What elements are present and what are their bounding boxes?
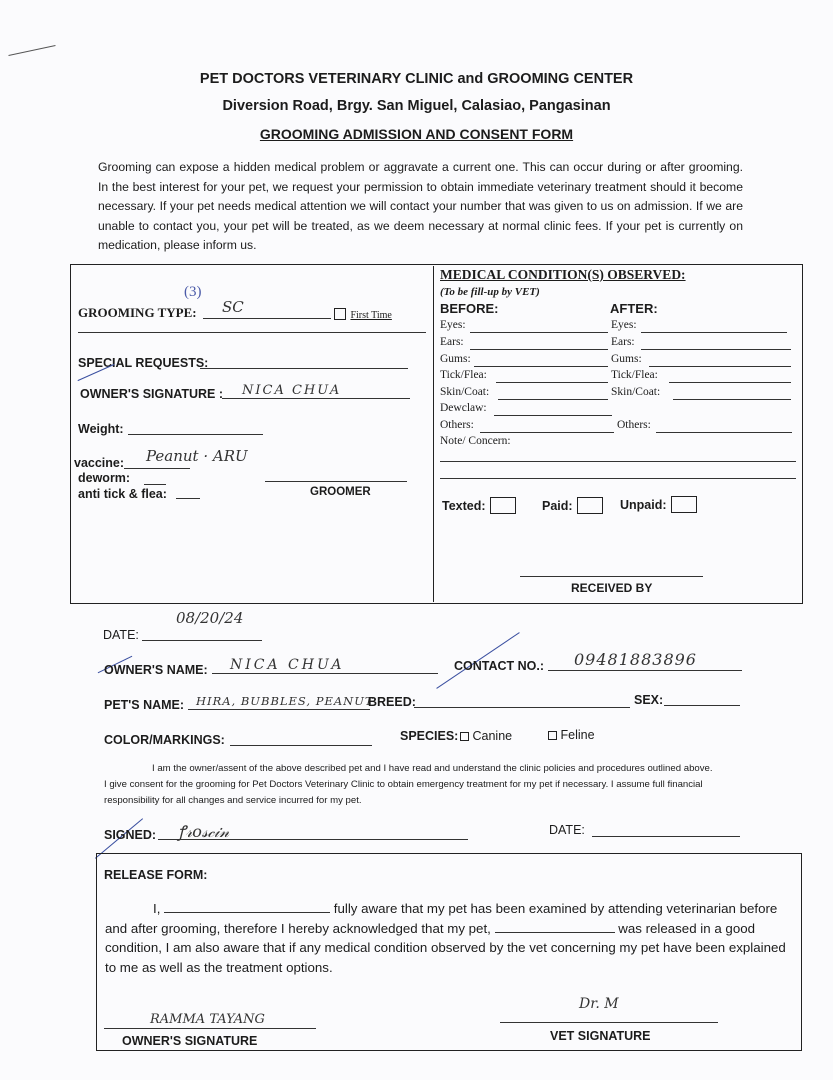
consent-date-label: DATE:: [549, 823, 585, 837]
intro-paragraph: Grooming can expose a hidden medical problem or aggravate a current one. This can occur during or after grooming. In the best interest for your pet, we request your permission to obtain immediate veterinary treatment should it become necessary. If your pet needs medical attention we will contact your number that was given to us on admission. If we are unable to contact you, your pet will be treated, as we deem necessary at normal clinic fees. If your pet is currently on medication, please inform us.: [98, 160, 743, 253]
clinic-name: PET DOCTORS VETERINARY CLINIC and GROOMING CENTER: [199, 71, 634, 87]
vet-signature-value[interactable]: Dr. M: [579, 996, 619, 1012]
after-ears-label: Ears:: [611, 336, 635, 348]
unpaid-checkbox[interactable]: [671, 496, 697, 513]
deworm-line: [144, 484, 166, 485]
after-skin-label: Skin/Coat:: [611, 386, 661, 398]
sex-line: [664, 705, 740, 706]
before-dewclaw-label: Dewclaw:: [440, 402, 487, 414]
groomer-label: GROOMER: [310, 486, 371, 498]
after-eyes-line: [641, 332, 787, 333]
after-ears: [611, 336, 635, 348]
column-divider: [433, 266, 434, 602]
color-line: [230, 745, 372, 746]
note-line-1: [440, 461, 796, 462]
medical-title: MEDICAL CONDITION(S) OBSERVED:: [440, 267, 686, 282]
medical-subtitle: (To be fill-up by VET): [440, 286, 540, 298]
release-pet-blank[interactable]: [495, 932, 615, 933]
pet-name-line: [188, 709, 370, 710]
contact-value[interactable]: 09481883896: [574, 650, 697, 669]
owner-name-label: OWNER'S NAME:: [104, 663, 208, 677]
before-others-label: Others:: [440, 419, 474, 431]
pet-name-label: PET'S NAME:: [104, 698, 185, 712]
species-label: SPECIES:: [400, 729, 459, 743]
consent-date-line: [592, 836, 740, 837]
after-skin-line: [673, 399, 791, 400]
after-others-label: Others:: [617, 419, 651, 431]
received-by-line: [520, 576, 703, 577]
grooming-type-note: (3): [184, 284, 202, 300]
paid-label: Paid:: [542, 499, 573, 513]
texted-label: Texted:: [442, 499, 486, 513]
clinic-address: Diversion Road, Brgy. San Miguel, Calasiao, Pangasinan: [222, 98, 611, 114]
before-gums-line: [474, 366, 608, 367]
before-ears-line: [470, 349, 608, 350]
release-part-b: was released in a good condition, I am also aware that if any medical condition observed by the vet concerning my pet have been explained to me as well as the treatment options.: [105, 920, 786, 975]
after-tick-label: Tick/Flea:: [611, 369, 658, 381]
owner-signature-value[interactable]: NICA CHUA: [242, 383, 342, 398]
after-gums-label: Gums:: [611, 353, 642, 365]
owner-signature-label: OWNER'S SIGNATURE :: [80, 387, 224, 401]
before-skin: [440, 386, 489, 398]
before-ears-label: Ears:: [440, 336, 464, 348]
before-tick-label: Tick/Flea:: [440, 369, 487, 381]
grooming-type-value[interactable]: SC: [222, 298, 244, 316]
before-others: [440, 419, 474, 431]
contact-line: [548, 670, 742, 671]
first-time-label: First Time: [350, 310, 392, 321]
before-eyes-line: [470, 332, 608, 333]
before-skin-line: [498, 399, 608, 400]
before-skin-label: Skin/Coat:: [440, 386, 490, 398]
before-heading: BEFORE:: [440, 301, 499, 316]
before-gums: [440, 353, 471, 365]
received-by-label: RECEIVED BY: [571, 581, 653, 595]
before-others-line: [480, 432, 614, 433]
after-ears-line: [641, 349, 791, 350]
note-line-2: [440, 478, 796, 479]
after-heading: AFTER:: [610, 301, 658, 316]
release-part-a: fully aware that my pet has been examined by attending veterinarian before and after grooming, therefore I hereby acknowledged that my pet,: [105, 901, 778, 936]
after-eyes-label: Eyes:: [611, 319, 637, 331]
owner-release-label: OWNER'S SIGNATURE: [122, 1034, 258, 1048]
owner-signature-line: [222, 398, 410, 399]
after-others: [617, 419, 651, 431]
note-label: Note/ Concern:: [440, 435, 511, 447]
feline-option[interactable]: [548, 728, 595, 742]
date-label: DATE:: [103, 628, 139, 642]
feline-label: Feline: [560, 728, 595, 742]
feline-checkbox[interactable]: [548, 731, 557, 740]
weight-line: [128, 434, 263, 435]
deworm-label: deworm:: [78, 471, 131, 485]
date-line: [142, 640, 262, 641]
release-paragraph: [105, 899, 797, 977]
sex-label: SEX:: [634, 693, 664, 707]
grooming-type-line: [203, 318, 331, 319]
consent-line-2: I give consent for the grooming for Pet Doctors Veterinary Clinic to obtain emergency treatment for my pet if necessary. I assume full financial responsibility for all changes and service incurred for my pet.: [104, 779, 703, 806]
grooming-type-label: GROOMING TYPE:: [78, 305, 197, 320]
before-tick-line: [496, 382, 608, 383]
antitick-line: [176, 498, 200, 499]
owner-name-value[interactable]: NICA CHUA: [230, 657, 345, 673]
weight-label: Weight:: [78, 422, 124, 436]
paid-checkbox[interactable]: [577, 497, 603, 514]
special-requests-label: SPECIAL REQUESTS:: [78, 356, 209, 370]
after-skin: [611, 386, 660, 398]
breed-label: BREED:: [368, 695, 416, 709]
consent-line-1: I am the owner/assent of the above described pet and I have read and understand the clinic policies and procedures outlined above.: [152, 763, 713, 774]
signed-signature: ꝭ𝓇𝑜𝓈𝒸𝒾𝓃: [178, 822, 230, 841]
special-requests-line: [200, 368, 408, 369]
before-ears: [440, 336, 464, 348]
date-value[interactable]: 08/20/24: [176, 609, 244, 627]
canine-checkbox[interactable]: [460, 732, 469, 741]
contact-label: CONTACT NO.:: [454, 659, 545, 673]
paid-field[interactable]: [542, 497, 603, 515]
before-eyes: [440, 319, 466, 331]
canine-option[interactable]: [460, 729, 512, 743]
vet-signature-label: VET SIGNATURE: [550, 1029, 651, 1043]
before-gums-label: Gums:: [440, 353, 471, 365]
canine-label: Canine: [472, 729, 513, 743]
pet-name-value[interactable]: HIRA, BUBBLES, PEANUT: [196, 694, 374, 708]
release-title: RELEASE FORM:: [104, 868, 208, 882]
after-tick: [611, 369, 658, 381]
after-gums-line: [649, 366, 791, 367]
antitick-label: anti tick & flea:: [78, 487, 167, 501]
before-eyes-label: Eyes:: [440, 319, 466, 331]
color-label: COLOR/MARKINGS:: [104, 733, 225, 747]
vaccine-label: vaccine:: [74, 456, 125, 470]
texted-field[interactable]: [442, 497, 516, 515]
grooming-extra-line: [78, 332, 426, 333]
vet-signature-line: [500, 1022, 718, 1023]
release-i: I,: [153, 901, 161, 916]
breed-line: [414, 707, 630, 708]
after-others-line: [656, 432, 792, 433]
margin-mark: [8, 45, 55, 56]
texted-checkbox[interactable]: [490, 497, 516, 514]
vaccine-value[interactable]: Peanut · ARU: [146, 447, 248, 465]
owner-release-signature[interactable]: RAMMA TAYANG: [150, 1012, 265, 1027]
groomer-line: [265, 481, 407, 482]
after-gums: [611, 353, 642, 365]
first-time-checkbox[interactable]: [334, 305, 392, 323]
owner-name-line: [212, 673, 438, 674]
unpaid-label: Unpaid:: [620, 498, 667, 512]
vaccine-line: [124, 468, 190, 469]
before-dewclaw: [440, 402, 487, 414]
owner-release-line: [104, 1028, 316, 1029]
before-dewclaw-line: [494, 415, 612, 416]
before-tick: [440, 369, 487, 381]
signed-label: SIGNED:: [104, 828, 157, 842]
after-eyes: [611, 319, 637, 331]
form-title: GROOMING ADMISSION AND CONSENT FORM: [259, 126, 574, 142]
after-tick-line: [669, 382, 791, 383]
unpaid-field[interactable]: [620, 496, 697, 514]
release-name-blank[interactable]: [164, 912, 330, 913]
checkbox-icon: [334, 308, 346, 320]
